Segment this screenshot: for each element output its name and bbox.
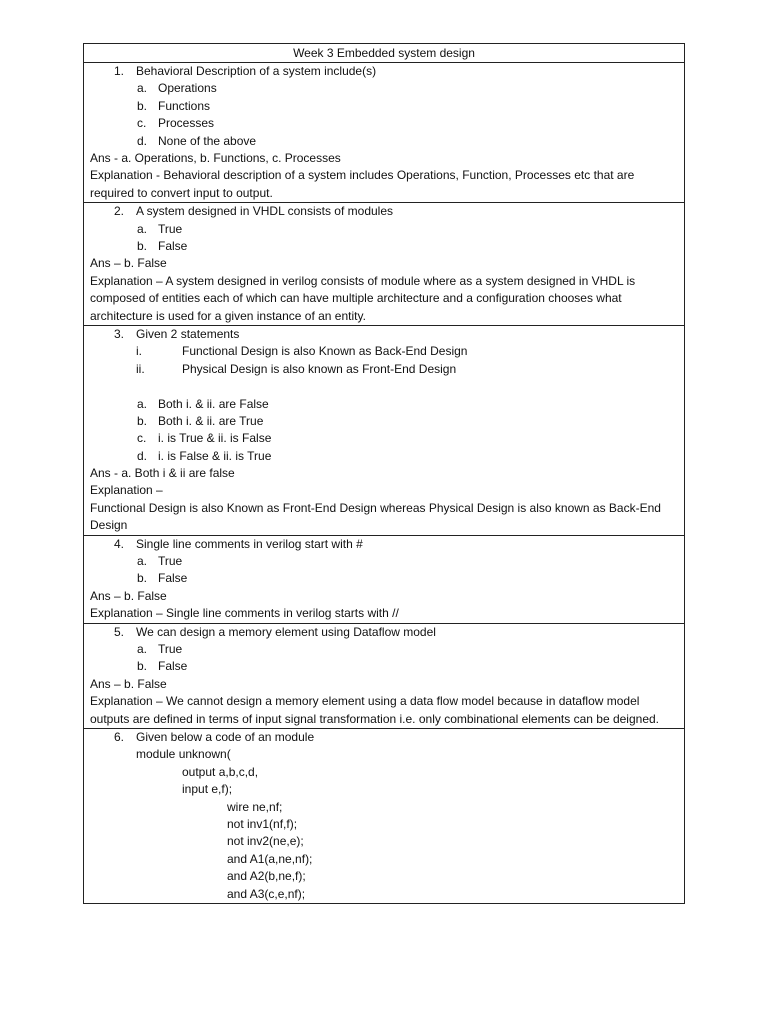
- code-line: input e,f);: [182, 782, 233, 797]
- statement-text: Physical Design is also known as Front-End Design: [182, 361, 457, 376]
- question-table: [83, 43, 685, 904]
- option-label: c.: [137, 116, 147, 131]
- question-5: [84, 623, 684, 728]
- code-line: and A1(a,ne,nf);: [227, 851, 313, 866]
- code-line: wire ne,nf;: [227, 799, 283, 814]
- question-text: We can design a memory element using Dataflow model: [136, 624, 436, 639]
- statement-label: ii.: [136, 361, 145, 376]
- option-text: Both i. & ii. are True: [158, 413, 264, 428]
- question-2: [84, 202, 684, 325]
- option-text: Processes: [158, 116, 215, 131]
- answer-text: Ans - a. Operations, b. Functions, c. Processes: [90, 150, 341, 165]
- option-text: False: [158, 659, 188, 674]
- code-line: output a,b,c,d,: [182, 764, 259, 779]
- explanation-text: Functional Design is also Known as Front-End Design whereas Physical Design is also known as Back-End Design: [90, 500, 661, 533]
- question-number: 3.: [114, 326, 125, 341]
- option-text: i. is False & ii. is True: [158, 448, 272, 463]
- question-number: 5.: [114, 624, 125, 639]
- option-text: None of the above: [158, 133, 257, 148]
- option-text: Both i. & ii. are False: [158, 396, 269, 411]
- statement-label: i.: [136, 344, 142, 359]
- explanation-heading: Explanation –: [90, 483, 163, 498]
- question-number: 2.: [114, 204, 125, 219]
- option-label: b.: [137, 571, 148, 586]
- explanation-text: Explanation - Behavioral description of a system includes Operations, Function, Processes etc that are required to convert input to output.: [90, 168, 635, 200]
- option-label: b.: [137, 413, 148, 428]
- option-label: a.: [137, 642, 148, 656]
- code-line: and A2(b,ne,f);: [227, 869, 306, 884]
- question-text: Behavioral Description of a system include(s): [136, 64, 377, 78]
- question-number: 4.: [114, 536, 125, 551]
- spacer: [90, 378, 684, 395]
- question-text: A system designed in VHDL consists of modules: [136, 204, 394, 219]
- option-label: b.: [137, 98, 148, 113]
- explanation-text: Explanation – We cannot design a memory element using a data flow model because in dataflow model outputs are defined in terms of input signal transformation i.e. only combinational elements can be deigned.: [90, 694, 660, 726]
- explanation-text: Explanation – A system designed in verilog consists of module where as a system designed in VHDL is composed of entities each of which can have multiple architecture and a configuration chooses what architecture is used for a given instance of an entity.: [90, 273, 636, 323]
- question-6: [84, 728, 684, 903]
- page-title: Week 3 Embedded system design: [293, 46, 475, 60]
- option-label: b.: [137, 238, 148, 253]
- option-label: b.: [137, 659, 148, 674]
- option-text: Operations: [158, 81, 217, 96]
- statement-text: Functional Design is also Known as Back-End Design: [182, 344, 468, 359]
- question-1: [84, 62, 684, 202]
- answer-text: Ans - a. Both i & ii are false: [90, 466, 235, 481]
- question-number: 6.: [114, 729, 125, 744]
- code-line: and A3(c,e,nf);: [227, 886, 306, 901]
- option-text: True: [158, 554, 183, 569]
- option-text: True: [158, 642, 183, 656]
- answer-text: Ans – b. False: [90, 676, 167, 691]
- question-text: Given below a code of an module: [136, 729, 315, 744]
- option-label: d.: [137, 448, 148, 463]
- option-label: a.: [137, 554, 148, 569]
- explanation-text: Explanation – Single line comments in verilog starts with //: [90, 606, 399, 621]
- option-text: True: [158, 221, 183, 236]
- question-text: Single line comments in verilog start with #: [136, 536, 363, 551]
- option-text: Functions: [158, 98, 211, 113]
- option-label: a.: [137, 221, 148, 236]
- option-label: a.: [137, 81, 148, 96]
- question-4: [84, 535, 684, 623]
- option-text: i. is True & ii. is False: [158, 431, 272, 446]
- option-label: d.: [137, 133, 148, 148]
- option-label: c.: [137, 431, 147, 446]
- question-text: Given 2 statements: [136, 326, 240, 341]
- answer-text: Ans – b. False: [90, 588, 167, 603]
- option-text: False: [158, 238, 188, 253]
- question-number: 1.: [114, 64, 125, 78]
- answer-text: Ans – b. False: [90, 256, 167, 271]
- question-3: [84, 325, 684, 535]
- code-line: not inv2(ne,e);: [227, 834, 304, 849]
- option-label: a.: [137, 396, 148, 411]
- option-text: False: [158, 571, 188, 586]
- code-line: not inv1(nf,f);: [227, 816, 298, 831]
- code-line: module unknown(: [136, 747, 231, 762]
